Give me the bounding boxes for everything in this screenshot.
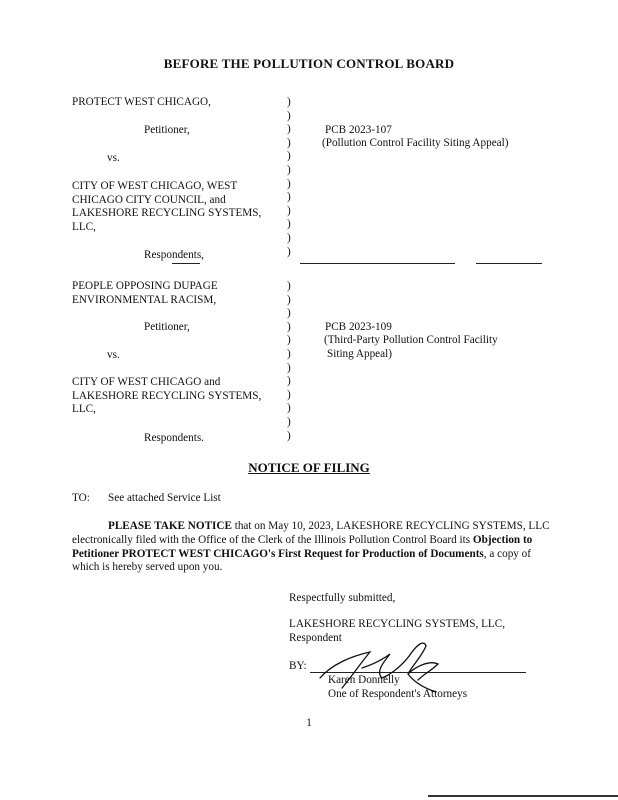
case1-vs: vs.	[107, 152, 120, 164]
notice-paragraph	[72, 520, 552, 575]
case2-petitioner-line: PEOPLE OPPOSING DUPAGE	[72, 280, 218, 292]
case1-respondents	[72, 180, 261, 234]
case2-respondent-line: LLC,	[72, 403, 96, 416]
notice-body-2: , a copy of which is hereby served upon you.	[72, 547, 532, 574]
case2-petitioner-line: ENVIRONMENTAL RACISM,	[72, 293, 217, 306]
case2-petitioner	[72, 280, 218, 307]
case2-respondents-role: Respondents.	[144, 432, 204, 444]
divider-rule	[172, 263, 200, 264]
case2-petitioner-role: Petitioner,	[144, 321, 190, 333]
case2-respondents	[72, 376, 261, 417]
case1-paren-column: ) ) ) ) ) ) ) ) ) ) ) )	[287, 96, 291, 258]
case2-paren-column: ) ) ) ) ) ) ) ) ) ) ) )	[287, 280, 291, 442]
firm-name: LAKESHORE RECYCLING SYSTEMS, LLC,	[289, 618, 505, 630]
case1-petitioner: PROTECT WEST CHICAGO,	[72, 96, 211, 108]
case1-petitioner-role: Petitioner,	[144, 124, 190, 136]
case1-respondent-line: CHICAGO CITY COUNCIL, and	[72, 193, 226, 206]
case1-number: PCB 2023-107	[325, 124, 392, 136]
case1-respondent-line: CITY OF WEST CHICAGO, WEST	[72, 180, 238, 192]
bottom-scan-edge	[428, 795, 618, 797]
closing: Respectfully submitted,	[289, 592, 396, 604]
divider-rule	[300, 263, 455, 264]
document-title: BEFORE THE POLLUTION CONTROL BOARD	[163, 56, 455, 71]
to-value: See attached Service List	[108, 492, 221, 504]
case2-description	[324, 334, 498, 361]
signer-name: Karen Donnelly	[328, 674, 400, 686]
signer-title: One of Respondent's Attorneys	[328, 688, 468, 700]
notice-body-1: that on May 10, 2023, LAKESHORE RECYCLING SYSTEMS, LLC electronically filed with the Office of the Clerk of the Illinois Pollution Control Board its	[72, 520, 550, 546]
page-number: 1	[306, 717, 312, 729]
document-name: Objection to Petitioner PROTECT WEST CHICAGO's First Request for Production of Documents	[72, 533, 533, 560]
notice-heading: NOTICE OF FILING	[248, 460, 370, 475]
case1-respondents-role: Respondents,	[144, 249, 204, 261]
case1-respondent-line: LAKESHORE RECYCLING SYSTEMS,	[72, 207, 262, 220]
to-label: TO:	[72, 492, 90, 504]
divider-rule	[476, 263, 542, 264]
firm-role: Respondent	[289, 632, 342, 644]
case1-respondent-line: LLC,	[72, 220, 96, 233]
case2-respondent-line: LAKESHORE RECYCLING SYSTEMS,	[72, 389, 262, 402]
case2-vs: vs.	[107, 349, 120, 361]
case2-description-line: (Third-Party Pollution Control Facility	[324, 334, 498, 346]
case2-number: PCB 2023-109	[325, 321, 392, 333]
case2-description-line: Siting Appeal)	[327, 347, 392, 360]
by-label: BY:	[289, 660, 307, 672]
case1-description: (Pollution Control Facility Siting Appeal)	[322, 137, 509, 149]
case2-respondent-line: CITY OF WEST CHICAGO and	[72, 376, 221, 388]
please-take-notice: PLEASE TAKE NOTICE	[108, 520, 232, 532]
